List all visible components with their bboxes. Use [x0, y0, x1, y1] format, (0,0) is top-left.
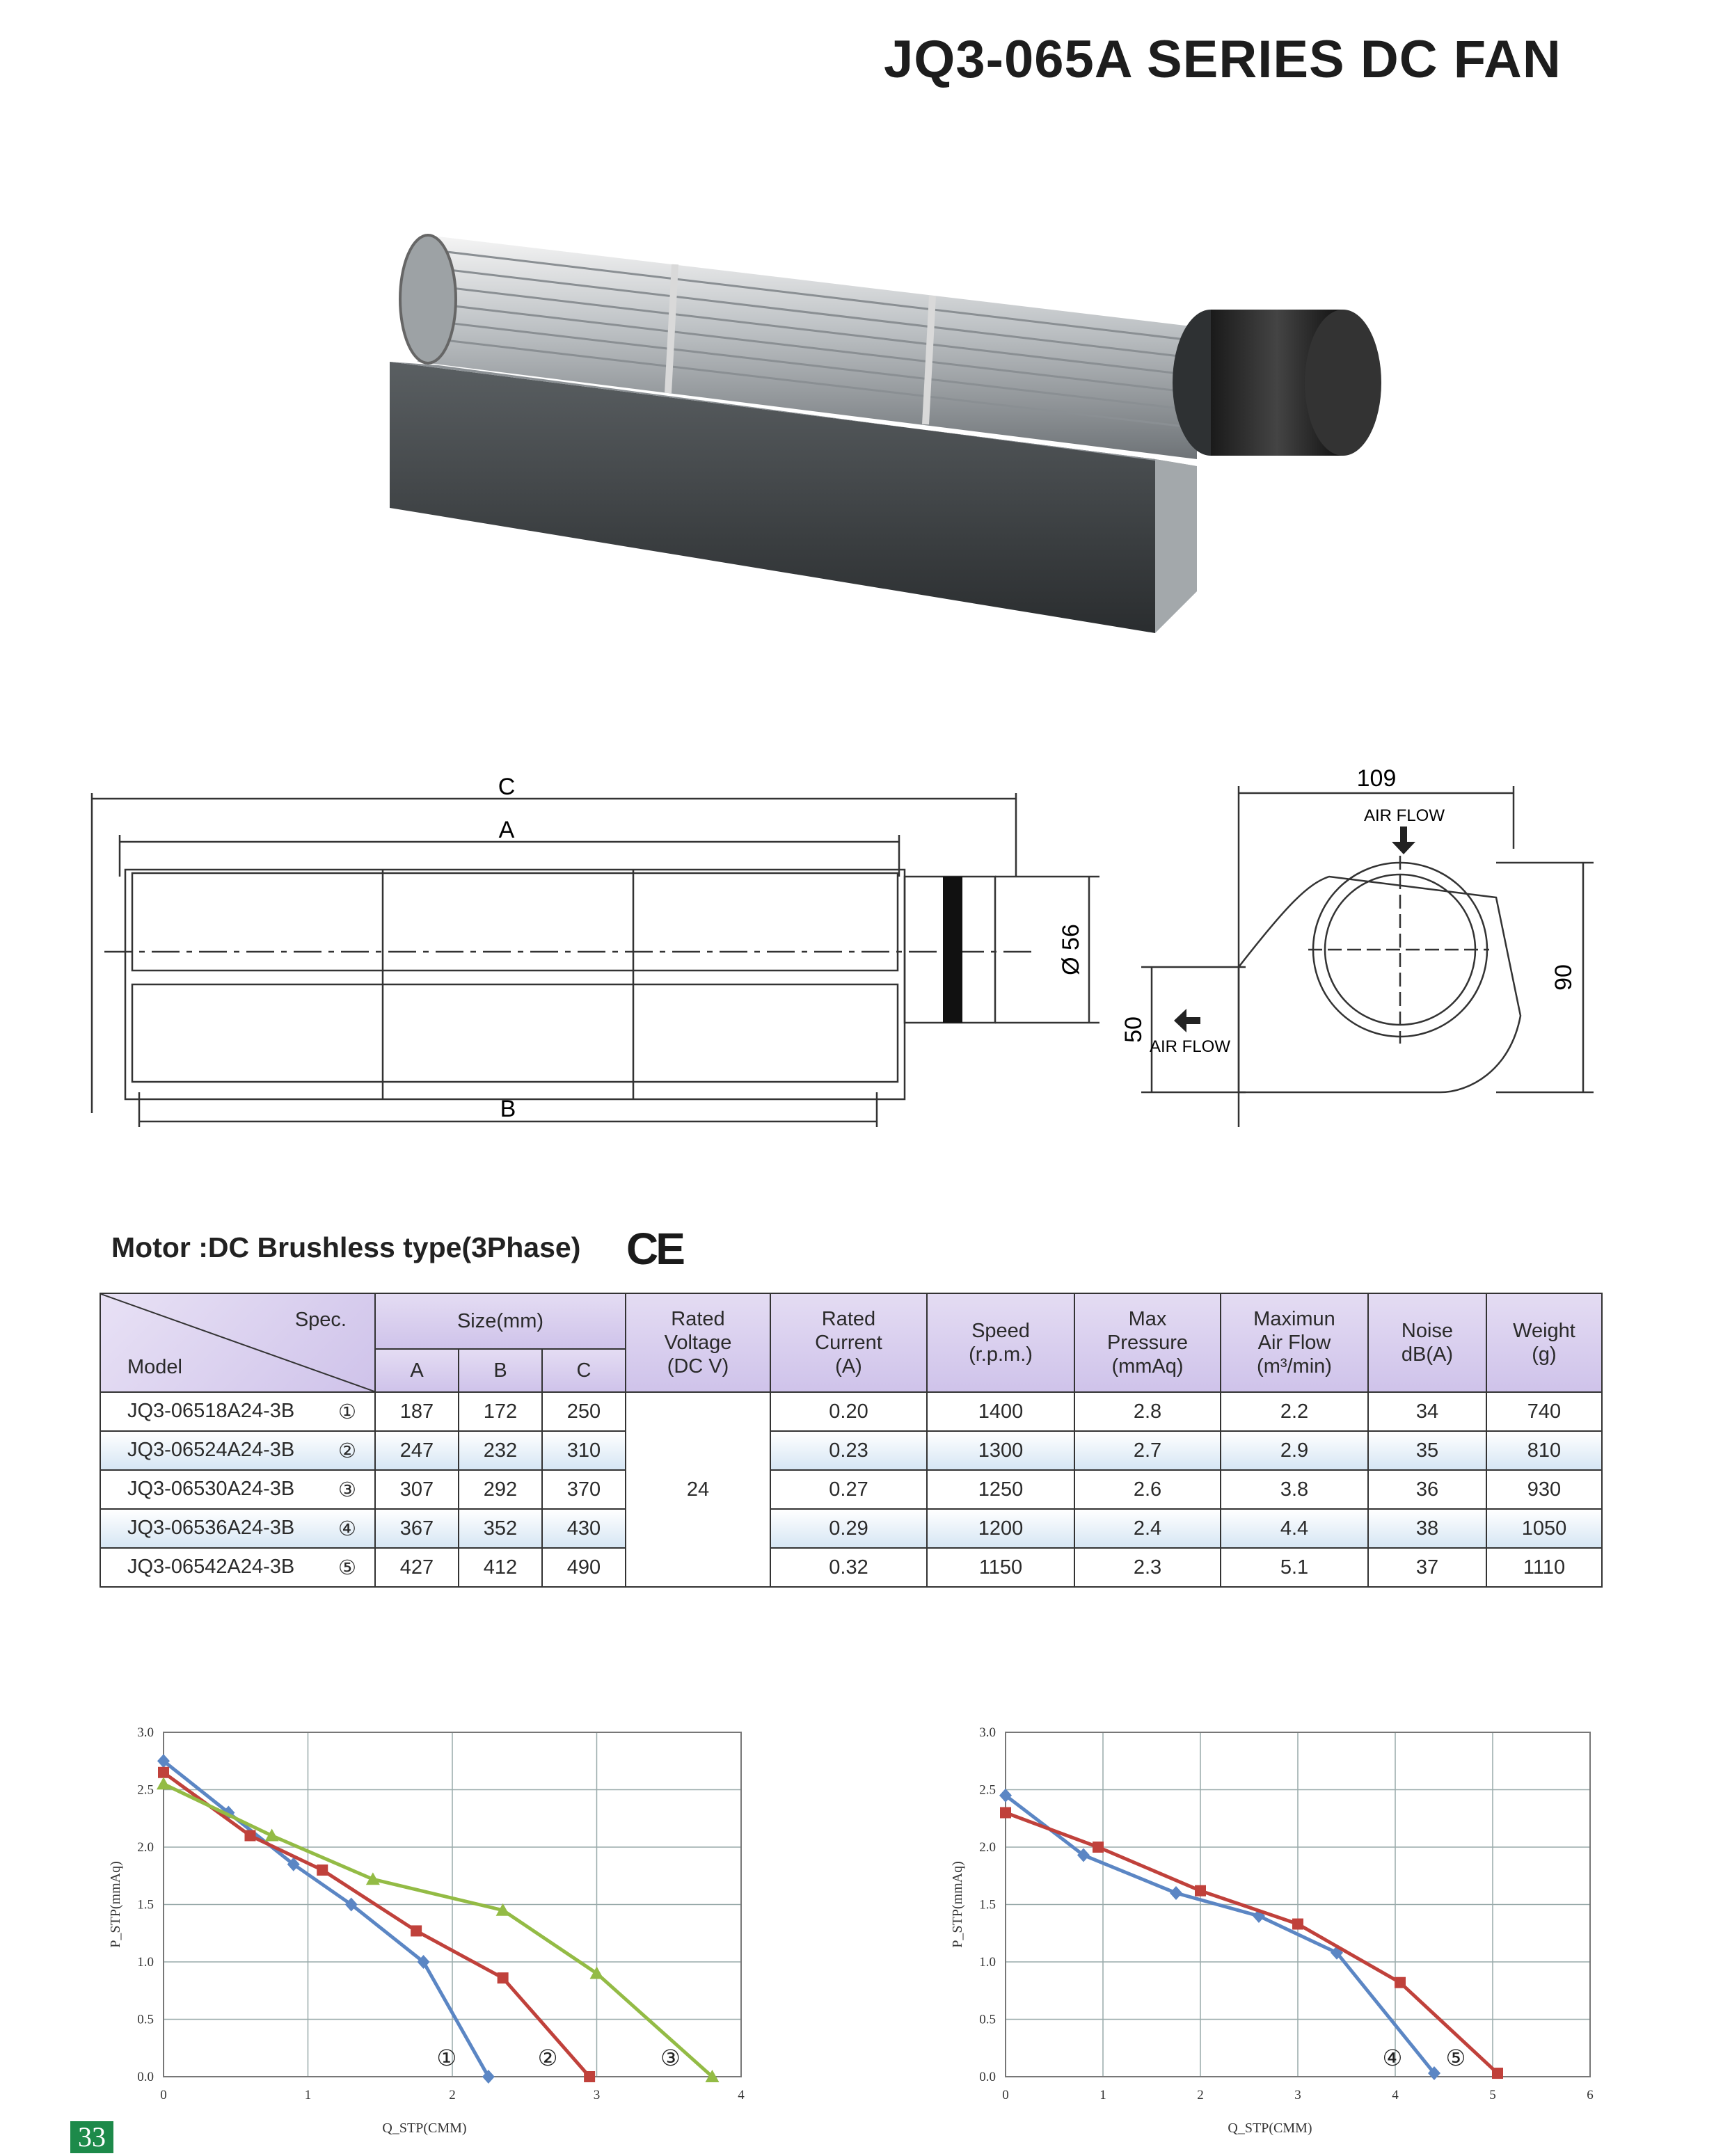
x-tick-label: 1	[304, 2088, 312, 2102]
weight-cell: 740	[1486, 1392, 1602, 1431]
data-point	[1195, 1885, 1206, 1897]
series-label: ①	[436, 2045, 457, 2070]
voltage-header-line: (DC V)	[667, 1355, 729, 1378]
data-point	[1292, 1919, 1303, 1930]
noise-cell: 35	[1368, 1431, 1486, 1470]
motor-type-heading: Motor :DC Brushless type(3Phase)	[111, 1231, 581, 1263]
weight-cell: 1110	[1486, 1548, 1602, 1587]
model-name: JQ3-06524A24-3B	[127, 1438, 295, 1461]
data-point	[317, 1864, 328, 1876]
speed-header-line: Speed	[971, 1320, 1030, 1342]
size-b-cell: 352	[459, 1509, 542, 1548]
x-tick-label: 6	[1587, 2088, 1594, 2102]
performance-chart-1	[104, 1718, 772, 2143]
current-cell: 0.27	[770, 1470, 927, 1509]
data-point	[1395, 1977, 1406, 1988]
airflow-cell: 4.4	[1221, 1509, 1368, 1548]
series-label: ⑤	[1445, 2045, 1466, 2070]
model-number: ②	[338, 1439, 356, 1462]
current-cell: 0.20	[770, 1392, 927, 1431]
noise-header	[1368, 1293, 1486, 1392]
y-tick-label: 1.0	[979, 1955, 996, 1970]
current-header-line: (A)	[835, 1355, 862, 1378]
spec-table	[100, 1293, 1603, 1588]
model-name: JQ3-06542A24-3B	[127, 1555, 295, 1578]
x-tick-label: 4	[1392, 2088, 1399, 2102]
y-tick-label: 0.5	[979, 2012, 996, 2027]
weight-cell: 810	[1486, 1431, 1602, 1470]
y-tick-label: 1.5	[979, 1897, 996, 1913]
airflow-header-line: Maximun	[1253, 1308, 1335, 1330]
model-name: JQ3-06530A24-3B	[127, 1477, 295, 1500]
model-number: ⑤	[338, 1556, 356, 1579]
page-number: 33	[70, 2121, 113, 2153]
weight-header-line: (g)	[1532, 1343, 1557, 1366]
y-tick-label: 1.0	[137, 1955, 154, 1970]
data-point	[411, 1925, 422, 1936]
weight-header	[1486, 1293, 1602, 1392]
airflow-cell: 2.2	[1221, 1392, 1368, 1431]
model-label: Model	[127, 1356, 182, 1378]
x-tick-label: 3	[593, 2088, 601, 2102]
model-cell	[100, 1392, 375, 1431]
model-number: ④	[338, 1517, 356, 1540]
size-a-header: A	[375, 1349, 459, 1392]
dim-outlet-label: 50	[1120, 1016, 1147, 1043]
airflow-header-line: (m³/min)	[1257, 1355, 1332, 1378]
weight-cell: 1050	[1486, 1509, 1602, 1548]
weight-cell: 930	[1486, 1470, 1602, 1509]
ce-mark: CE	[626, 1224, 683, 1274]
dim-diameter-label: Ø 56	[1058, 924, 1084, 975]
size-a-cell: 307	[375, 1470, 459, 1509]
speed-header-line: (r.p.m.)	[969, 1343, 1033, 1366]
y-axis-label: P_STP(mmAq)	[108, 1861, 123, 1948]
x-tick-label: 3	[1294, 2088, 1301, 2102]
current-cell: 0.32	[770, 1548, 927, 1587]
x-tick-label: 1	[1099, 2088, 1106, 2102]
y-tick-label: 0.0	[979, 2070, 996, 2084]
data-point	[584, 2071, 595, 2082]
series-label: ④	[1382, 2045, 1403, 2070]
current-header	[770, 1293, 927, 1392]
model-name: JQ3-06518A24-3B	[127, 1399, 295, 1422]
x-axis-label: Q_STP(CMM)	[1228, 2121, 1312, 2136]
size-b-header: B	[459, 1349, 542, 1392]
table-row	[100, 1431, 1602, 1470]
model-cell	[100, 1548, 375, 1587]
table-row	[100, 1392, 1602, 1431]
data-point	[245, 1830, 256, 1842]
data-point	[1093, 1842, 1104, 1853]
table-row	[100, 1509, 1602, 1548]
table-row	[100, 1548, 1602, 1587]
airflow-cell: 2.9	[1221, 1431, 1368, 1470]
dim-b-label: B	[500, 1096, 516, 1122]
size-c-cell: 310	[542, 1431, 626, 1470]
model-cell	[100, 1431, 375, 1470]
dim-height-label: 90	[1550, 964, 1577, 991]
noise-cell: 34	[1368, 1392, 1486, 1431]
voltage-header-line: Rated	[671, 1308, 725, 1330]
airflow-cell: 3.8	[1221, 1470, 1368, 1509]
fan-photo	[376, 202, 1392, 647]
size-b-cell: 412	[459, 1548, 542, 1587]
size-c-cell: 250	[542, 1392, 626, 1431]
data-point	[1000, 1807, 1011, 1819]
current-header-line: Current	[815, 1332, 882, 1354]
model-number: ①	[338, 1400, 356, 1423]
series-label: ②	[537, 2045, 558, 2070]
data-point	[498, 1972, 509, 1983]
data-point	[158, 1767, 169, 1778]
current-header-line: Rated	[821, 1308, 876, 1330]
voltage-header-line: Voltage	[664, 1332, 732, 1354]
voltage-cell: 24	[626, 1392, 770, 1587]
speed-cell: 1300	[927, 1431, 1074, 1470]
airflow-header-line: Air Flow	[1257, 1332, 1331, 1354]
size-c-cell: 370	[542, 1470, 626, 1509]
spec-model-header	[100, 1293, 375, 1392]
page-title: JQ3-065A SERIES DC FAN	[884, 30, 1562, 89]
x-tick-label: 2	[449, 2088, 456, 2102]
x-tick-label: 4	[738, 2088, 745, 2102]
y-tick-label: 1.5	[137, 1897, 154, 1913]
x-tick-label: 2	[1197, 2088, 1204, 2102]
size-a-cell: 247	[375, 1431, 459, 1470]
pressure-cell: 2.4	[1074, 1509, 1221, 1548]
y-tick-label: 3.0	[979, 1725, 996, 1740]
size-header: Size(mm)	[375, 1293, 626, 1349]
size-b-cell: 292	[459, 1470, 542, 1509]
speed-cell: 1200	[927, 1509, 1074, 1548]
x-tick-label: 0	[1002, 2088, 1009, 2102]
current-cell: 0.29	[770, 1509, 927, 1548]
data-point	[1492, 2068, 1503, 2079]
data-point	[1170, 1886, 1182, 1900]
size-b-cell: 232	[459, 1431, 542, 1470]
y-tick-label: 2.0	[137, 1840, 154, 1855]
noise-header-line: dB(A)	[1401, 1343, 1454, 1366]
dim-c-label: C	[498, 774, 516, 800]
speed-header	[927, 1293, 1074, 1392]
weight-header-line: Weight	[1513, 1320, 1575, 1342]
dim-a-label: A	[498, 817, 515, 843]
y-tick-label: 3.0	[137, 1725, 154, 1740]
size-a-cell: 187	[375, 1392, 459, 1431]
y-tick-label: 2.0	[979, 1840, 996, 1855]
size-c-header: C	[542, 1349, 626, 1392]
size-c-cell: 490	[542, 1548, 626, 1587]
y-tick-label: 2.5	[979, 1782, 996, 1798]
model-number: ③	[338, 1478, 356, 1501]
series-label: ③	[660, 2045, 681, 2070]
x-tick-label: 5	[1489, 2088, 1496, 2102]
x-axis-label: Q_STP(CMM)	[382, 2121, 467, 2136]
airflow-left-arrow-icon	[1174, 1009, 1200, 1032]
speed-cell: 1150	[927, 1548, 1074, 1587]
noise-cell: 38	[1368, 1509, 1486, 1548]
current-cell: 0.23	[770, 1431, 927, 1470]
y-tick-label: 0.0	[137, 2070, 154, 2084]
model-cell	[100, 1470, 375, 1509]
pressure-cell: 2.6	[1074, 1470, 1221, 1509]
performance-chart-2	[946, 1718, 1614, 2143]
pressure-header	[1074, 1293, 1221, 1392]
y-tick-label: 2.5	[137, 1782, 154, 1798]
dimension-drawings	[77, 765, 1635, 1155]
size-a-cell: 427	[375, 1548, 459, 1587]
speed-cell: 1400	[927, 1392, 1074, 1431]
pressure-header-line: Pressure	[1106, 1332, 1189, 1354]
airflow-cell: 5.1	[1221, 1548, 1368, 1587]
model-name: JQ3-06536A24-3B	[127, 1516, 295, 1539]
pressure-cell: 2.3	[1074, 1548, 1221, 1587]
y-axis-label: P_STP(mmAq)	[950, 1861, 965, 1948]
pressure-header-line: (mmAq)	[1111, 1355, 1184, 1378]
airflow-top-label: AIR FLOW	[1363, 806, 1445, 825]
pressure-header-line: Max	[1128, 1308, 1167, 1330]
pressure-cell: 2.7	[1074, 1431, 1221, 1470]
y-tick-label: 0.5	[137, 2012, 154, 2027]
airflow-side-label: AIR FLOW	[1149, 1037, 1231, 1056]
size-b-cell: 172	[459, 1392, 542, 1431]
noise-cell: 36	[1368, 1470, 1486, 1509]
size-a-cell: 367	[375, 1509, 459, 1548]
model-cell	[100, 1509, 375, 1548]
speed-cell: 1250	[927, 1470, 1074, 1509]
size-c-cell: 430	[542, 1509, 626, 1548]
noise-header-line: Noise	[1401, 1320, 1454, 1342]
pressure-cell: 2.8	[1074, 1392, 1221, 1431]
noise-cell: 37	[1368, 1548, 1486, 1587]
voltage-header	[626, 1293, 770, 1392]
data-point	[157, 1777, 170, 1789]
x-tick-label: 0	[160, 2088, 167, 2102]
spec-label: Spec.	[294, 1309, 347, 1331]
airflow-header	[1221, 1293, 1368, 1392]
airflow-down-arrow-icon	[1392, 827, 1415, 854]
dim-width-label: 109	[1356, 765, 1397, 792]
table-row	[100, 1470, 1602, 1509]
